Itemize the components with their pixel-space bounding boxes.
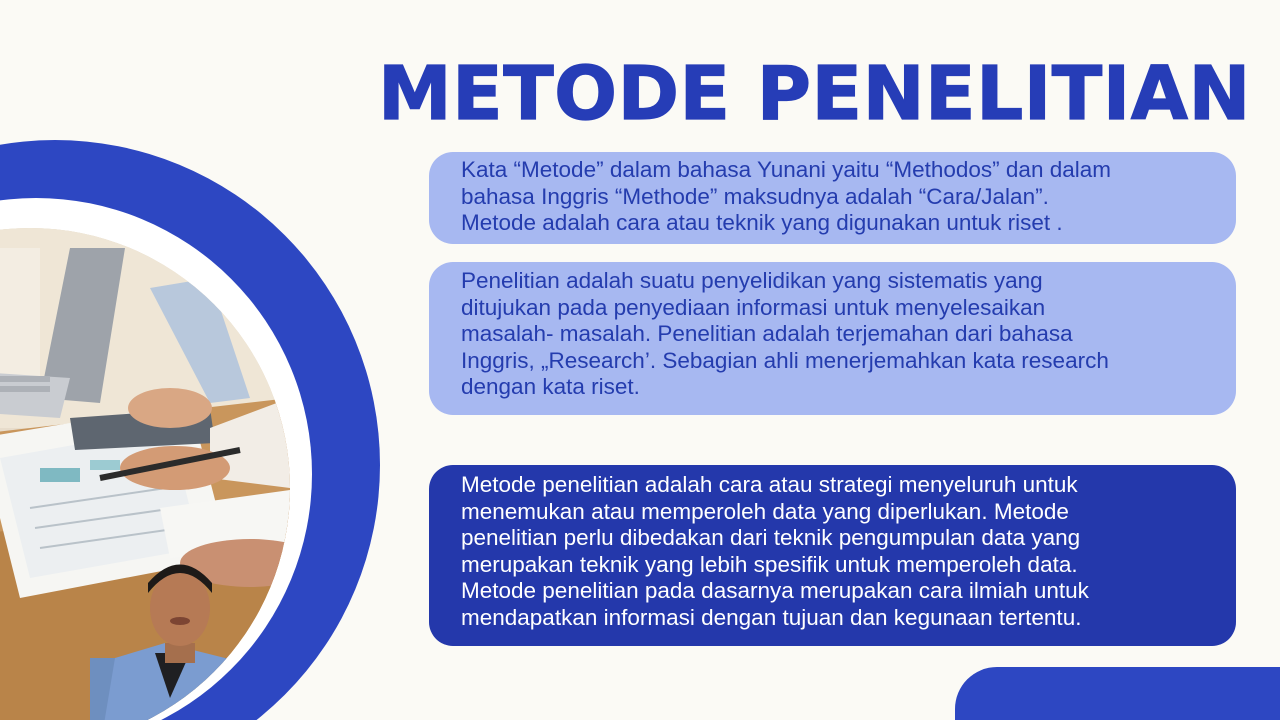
corner-accent-shape [955, 667, 1280, 720]
card-text-line: mendapatkan informasi dengan tujuan dan kegunaan tertentu. [461, 604, 1082, 630]
card-text-line: masalah- masalah. Penelitian adalah terjemahan dari bahasa [461, 321, 1073, 346]
card-text-line: Inggris, „Research’. Sebagian ahli menerjemahkan kata research [461, 347, 1109, 373]
definition-card-metode [429, 152, 1236, 244]
slide-title: METODE PENELITIAN [378, 51, 1251, 137]
card-text-line: Penelitian adalah suatu penyelidikan yang sistematis yang [461, 268, 1043, 293]
card-text-line: menemukan atau memperoleh data yang diperlukan. Metode [461, 498, 1069, 524]
card-text-line: Metode penelitian adalah cara atau strategi menyeluruh untuk [461, 472, 1078, 497]
card-text-line: Metode adalah cara atau teknik yang digunakan untuk riset . [461, 210, 1063, 235]
card-text-line: bahasa Inggris “Methode” maksudnya adalah “Cara/Jalan”. [461, 183, 1049, 209]
card-text-line: Metode penelitian pada dasarnya merupakan cara ilmiah untuk [461, 578, 1089, 603]
definition-card-penelitian [429, 262, 1236, 415]
definition-card-metode-penelitian [429, 465, 1236, 646]
card-text-line: ditujukan pada penyediaan informasi untuk menyelesaikan [461, 294, 1046, 320]
card-text-line: merupakan teknik yang lebih spesifik untuk memperoleh data. [461, 551, 1078, 577]
card-text-line: Kata “Metode” dalam bahasa Yunani yaitu “Methodos” dan dalam [461, 157, 1111, 182]
card-text-line: penelitian perlu dibedakan dari teknik pengumpulan data yang [461, 525, 1081, 550]
card-text-line: dengan kata riset. [461, 374, 640, 399]
